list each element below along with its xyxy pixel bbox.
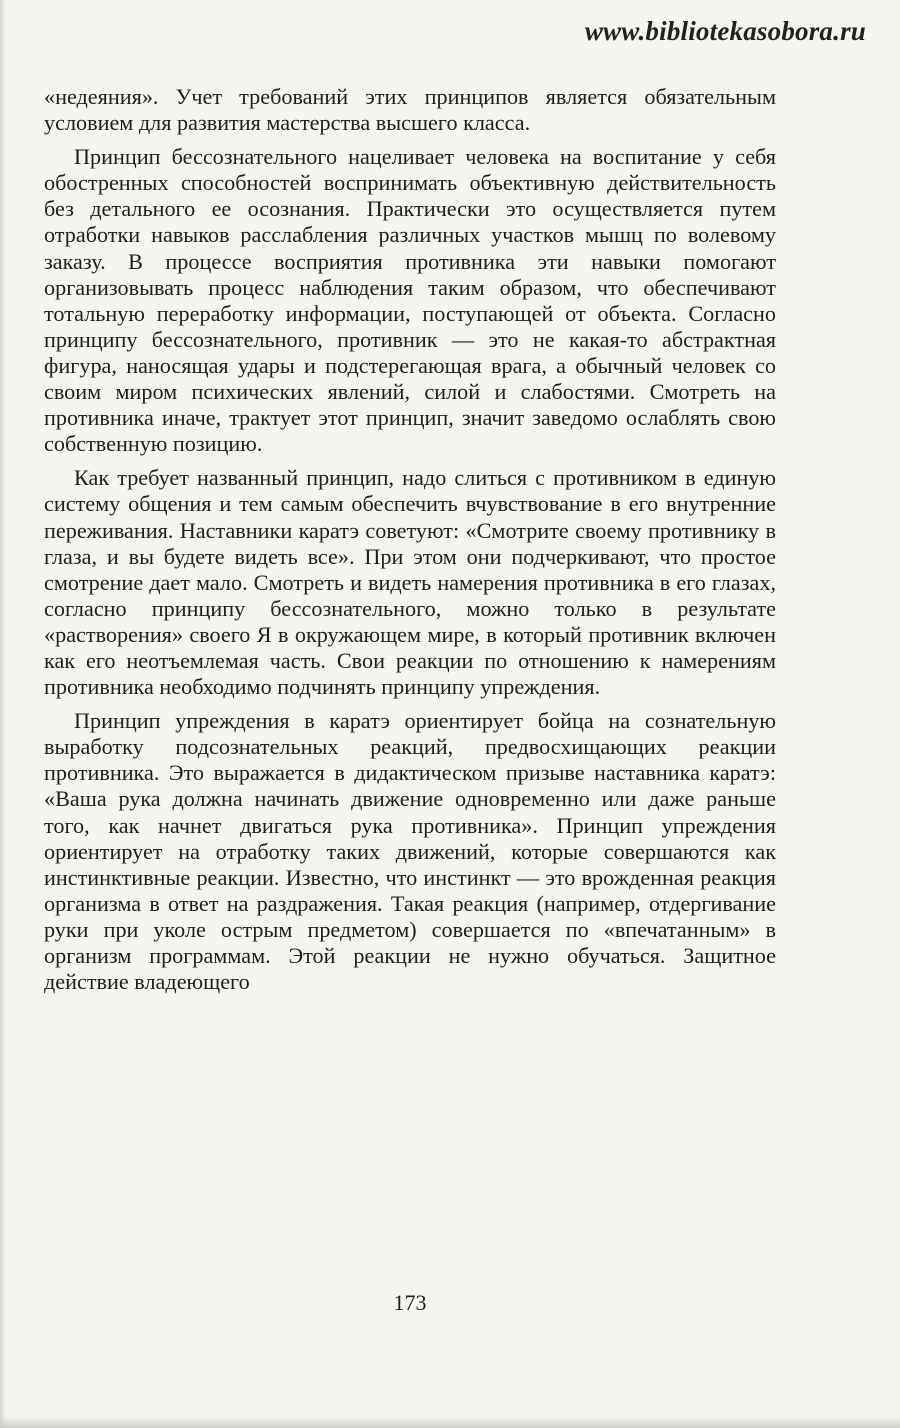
paragraph: Принцип бессознательного нацеливает человека на воспитание у себя обостренных способностей воспринимать объективную действительность без детального ее осознания. Практически это осуществляется путем отработки навыков расслабления различных участков мышц по волевому заказу. В процессе восприятия противника эти навыки помогают организовывать процесс наблюдения таким образом, что обеспечивают тотальную переработку информации, поступающей от объекта. Согласно принципу бессознательного, противник — это не какая-то абстрактная фигура, наносящая удары и подстерегающая врага, а обычный человек со своим миром психических явлений, силой и слабостями. Смотреть на противника иначе, трактует этот принцип, значит заведомо ослаблять свою собственную позицию.	[44, 144, 776, 457]
page-body	[44, 84, 776, 995]
page-edge-shadow	[0, 0, 6, 1428]
paragraph-continuation: «недеяния». Учет требований этих принципов является обязательным условием для развития мастерства высшего класса.	[44, 84, 776, 136]
paragraph: Принцип упреждения в каратэ ориентирует бойца на сознательную выработку подсознательных реакций, предвосхищающих реакции противника. Это выражается в дидактическом призыве наставника каратэ: «Ваша рука должна начинать движение одновременно или даже раньше того, как начнет двигаться рука противника». Принцип упреждения ориентирует на отработку таких движений, которые совершаются как инстинктивные реакции. Известно, что инстинкт — это врожденная реакция организма в ответ на раздражения. Такая реакция (например, отдергивание руки при уколе острым предметом) совершается по «впечатанным» в организм программам. Этой реакции не нужно обучаться. Защитное действие владеющего	[44, 708, 776, 995]
page-edge-shadow-bottom	[0, 1416, 900, 1428]
page-number: 173	[393, 1290, 427, 1315]
paragraph: Как требует названный принцип, надо слиться с противником в единую систему общения и тем самым обеспечить вчувствование в его внутренние переживания. Наставники каратэ советуют: «Смотрите своему противнику в глаза, и вы будете видеть все». При этом они подчеркивают, что простое смотрение дает мало. Смотреть и видеть намерения противника в его глазах, согласно принципу бессознательного, можно только в результате «растворения» своего Я в окружающем мире, в который противник включен как его неотъемлемая часть. Свои реакции по отношению к намерениям противника необходимо подчинять принципу упреждения.	[44, 465, 776, 700]
site-watermark: www.bibliotekasobora.ru	[584, 16, 866, 46]
